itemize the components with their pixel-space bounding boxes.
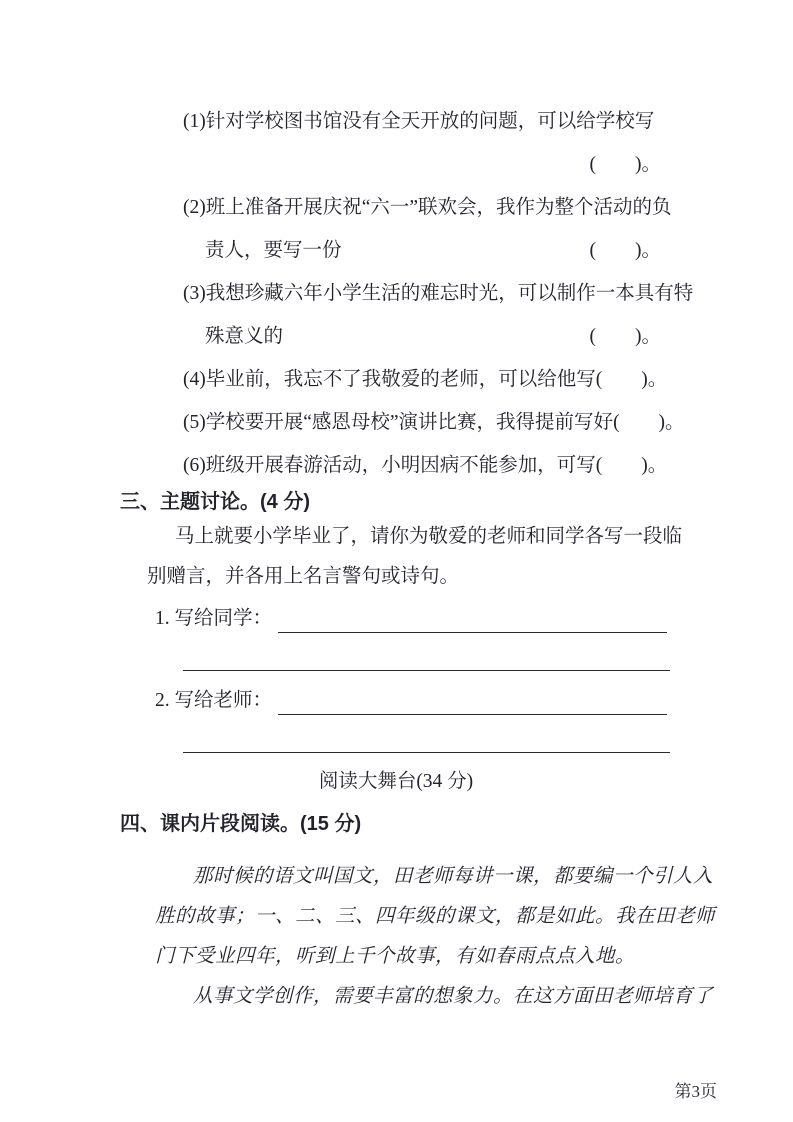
reading-part-banner: 阅读大舞台(34 分): [318, 771, 474, 792]
discussion-section: [120, 487, 683, 753]
answer-row-classmate: [120, 597, 672, 640]
section-four-heading: 四、课内片段阅读。(15 分): [120, 813, 362, 835]
question-item-2-text: (2)班上准备开展庆祝“六一”联欢会，我作为整个活动的负: [183, 197, 672, 218]
page-number: 第3页: [674, 1082, 717, 1101]
answer-parentheses: ( )。: [595, 455, 668, 476]
passage-line-4: 从事文学创作，需要丰富的想象力。在这方面田老师培育了: [193, 986, 714, 1007]
question-item-4: [120, 358, 672, 401]
answer-parentheses: ( )。: [595, 369, 668, 390]
passage-line-1: 那时候的语文叫国文，田老师每讲一课，都要编一个引人入: [193, 866, 714, 887]
section-three-heading: 三、主题讨论。(4 分): [120, 491, 310, 513]
question-item-4-text: (4)毕业前，我忘不了我敬爱的老师，可以给他写: [183, 369, 596, 390]
question-item-3-text-cont: 殊意义的: [205, 326, 284, 347]
question-item-2-text-cont: 责人，要写一份: [205, 240, 342, 261]
answer-label-classmate: 1. 写给同学：: [155, 608, 273, 629]
answer-writing-line: [183, 722, 670, 753]
question-item-2-continuation: [120, 229, 672, 272]
answer-parentheses: ( )。: [613, 412, 685, 433]
answer-writing-line: [278, 597, 667, 633]
answer-parentheses: ( )。: [589, 326, 661, 347]
passage-line-2: 胜的故事；一、二、三、四年级的课文，都是如此。我在田老师: [155, 906, 716, 927]
question-item-3-continuation: [120, 315, 672, 358]
question-item-6: [120, 444, 672, 487]
reading-passage: [120, 857, 716, 1017]
passage-line-3: 门下受业四年，听到上千个故事，有如春雨点点入地。: [155, 946, 636, 967]
section-three-intro-line-1: 马上就要小学毕业了，请你为敬爱的老师和同学各写一段临: [175, 526, 683, 547]
question-item-5: [120, 401, 685, 444]
answer-row-teacher: [120, 679, 672, 722]
reading-section: [120, 809, 716, 1017]
question-item-1-text: (1)针对学校图书馆没有全天开放的问题，可以给学校写: [183, 111, 655, 132]
answer-writing-line: [278, 679, 667, 715]
answer-label-teacher: 2. 写给老师：: [155, 690, 273, 711]
question-item-3-text: (3)我想珍藏六年小学生活的难忘时光，可以制作一本具有特: [183, 283, 694, 304]
section-three-intro-line-2: 别赠言，并各用上名言警句或诗句。: [147, 566, 460, 587]
fill-blank-section: [120, 100, 694, 487]
answer-parentheses: ( )。: [589, 154, 661, 175]
question-item-6-text: (6)班级开展春游活动，小明因病不能参加，可写: [183, 455, 596, 476]
answer-writing-line: [183, 640, 670, 671]
answer-parentheses: ( )。: [589, 240, 661, 261]
question-item-5-text: (5)学校要开展“感恩母校”演讲比赛，我得提前写好: [183, 412, 614, 433]
question-item-1-blank: [120, 143, 672, 186]
